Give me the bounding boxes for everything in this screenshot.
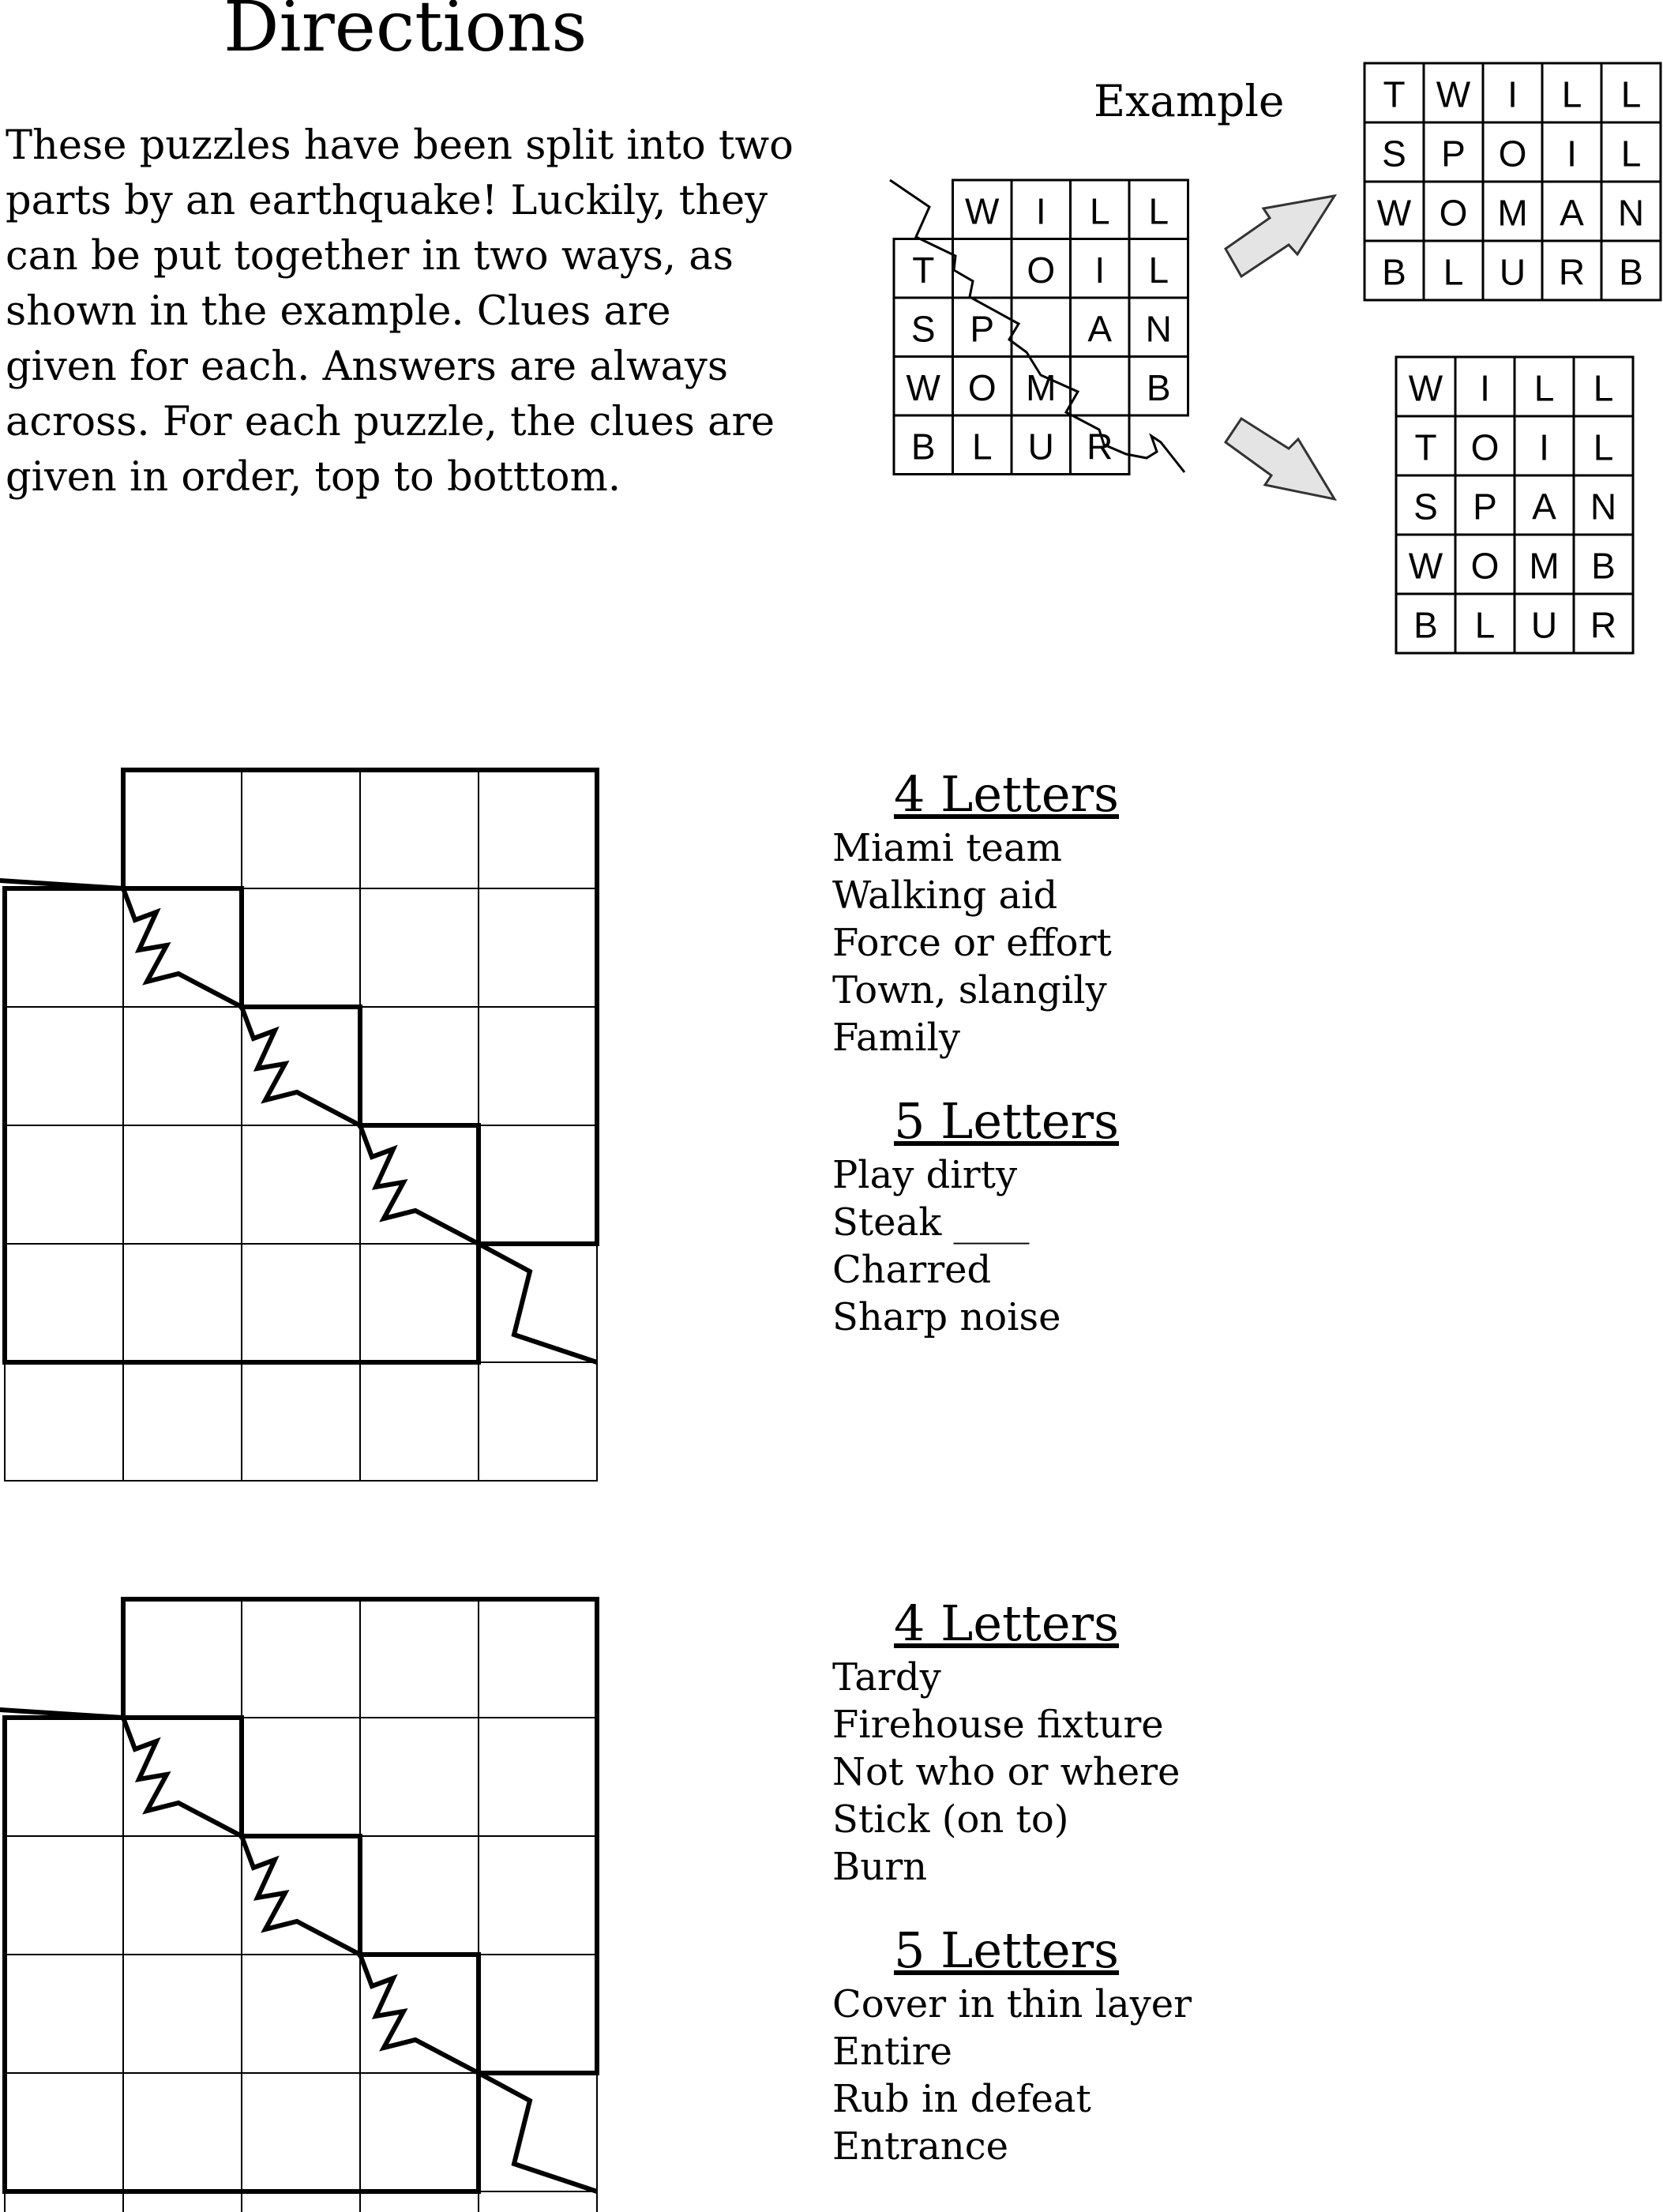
- grid-cell: [123, 1836, 242, 1955]
- cell-letter: L: [1443, 251, 1464, 293]
- grid-cell: [5, 1955, 123, 2073]
- four-letter-heading: 4 Letters: [894, 1594, 1119, 1652]
- cell-letter: S: [1413, 486, 1438, 528]
- cell-letter: L: [971, 426, 993, 468]
- cell-letter: B: [1146, 366, 1171, 408]
- clue-item: Tardy: [832, 1655, 941, 1699]
- cell-letter: O: [1027, 249, 1056, 291]
- cell-letter: L: [1593, 426, 1614, 468]
- page-title: Directions: [223, 0, 587, 67]
- cell-letter: W: [906, 366, 940, 408]
- grid-cell: [479, 770, 597, 888]
- grid-cell: [360, 1836, 479, 1955]
- example-result-five-grid: [1365, 63, 1661, 300]
- grid-cell: [360, 2073, 479, 2191]
- earthquake-crack-line: [0, 1599, 597, 2191]
- cell-letter: L: [1089, 190, 1110, 232]
- cell-letter: N: [1617, 192, 1645, 234]
- cell-letter: L: [1533, 367, 1555, 409]
- grid-cell: [479, 1007, 597, 1125]
- clue-item: Walking aid: [832, 873, 1058, 918]
- grid-cell: [5, 1125, 123, 1244]
- cell-letter: O: [1470, 426, 1500, 468]
- directions-line: given for each. Answers are always: [6, 344, 728, 390]
- directions-line: across. For each puzzle, the clues are: [6, 399, 775, 445]
- cell-letter: P: [1473, 486, 1497, 528]
- grid-cell: [5, 1244, 123, 1362]
- grid-cell: [123, 1362, 242, 1481]
- cell-letter: A: [1087, 308, 1113, 350]
- grid-cell: [360, 1718, 479, 1836]
- cell-letter: L: [1148, 249, 1169, 291]
- cell-letter: O: [1470, 545, 1500, 587]
- grid-cell: [479, 1125, 597, 1244]
- grid-cell: [5, 1007, 123, 1125]
- cell-letter: U: [1499, 251, 1526, 293]
- grid-cell: [360, 888, 479, 1007]
- grid-cell: [5, 2191, 123, 2212]
- cell-letter: I: [1507, 73, 1518, 115]
- clue-item: Miami team: [832, 826, 1063, 870]
- cell-letter: L: [1474, 604, 1496, 646]
- grid-cell: [242, 888, 360, 1007]
- puzzle-2-grid: [0, 1599, 597, 2212]
- clue-item: Entrance: [832, 2124, 1009, 2169]
- grid-cell: [242, 1244, 360, 1362]
- grid-cell: [242, 1955, 360, 2073]
- cell-letter: U: [1027, 426, 1054, 468]
- directions-line: can be put together in two ways, as: [6, 233, 734, 280]
- grid-cell: [123, 1125, 242, 1244]
- cell-letter: I: [1539, 426, 1549, 468]
- cell-letter: P: [1441, 133, 1466, 175]
- grid-cell: [479, 1718, 597, 1836]
- cell-letter: W: [1408, 367, 1443, 409]
- cell-letter: P: [970, 308, 995, 350]
- grid-cell: [123, 1007, 242, 1125]
- grid-cell: [5, 888, 123, 1007]
- cell-letter: T: [912, 249, 935, 291]
- cell-letter: B: [910, 426, 936, 468]
- cell-letter: N: [1145, 308, 1172, 350]
- cell-letter: L: [1561, 73, 1582, 115]
- grid-cell: [123, 1955, 242, 2073]
- clue-item: Entire: [832, 2030, 952, 2074]
- cell-letter: R: [1558, 251, 1586, 293]
- cell-letter: L: [1620, 133, 1642, 175]
- clue-item: Play dirty: [832, 1153, 1018, 1197]
- cell-letter: R: [1087, 426, 1113, 468]
- arrow-up-right-icon: [1226, 196, 1335, 276]
- cell-letter: A: [1532, 486, 1556, 528]
- cell-letter: S: [910, 308, 936, 350]
- example-result-four-grid: [1396, 357, 1633, 653]
- clue-item: Charred: [832, 1248, 992, 1292]
- puzzle-2-clues: [832, 1594, 1192, 2170]
- grid-cell: [242, 1718, 360, 1836]
- directions-line: parts by an earthquake! Luckily, they: [6, 178, 768, 224]
- grid-cell: [123, 2073, 242, 2191]
- cell-letter: N: [1590, 486, 1617, 528]
- five-letter-heading: 5 Letters: [894, 1921, 1119, 1979]
- cell-letter: I: [1094, 249, 1106, 291]
- clue-item: Stick (on to): [832, 1797, 1069, 1842]
- grid-cell: [360, 1599, 479, 1718]
- grid-cell: [5, 2073, 123, 2191]
- cell-letter: W: [965, 190, 1000, 232]
- cell-letter: I: [1480, 367, 1490, 409]
- cell-letter: B: [1413, 604, 1438, 646]
- clue-item: Family: [832, 1016, 960, 1060]
- example-label: Example: [1094, 76, 1285, 126]
- clue-item: Force or effort: [832, 921, 1112, 965]
- grid-cell: [360, 1244, 479, 1362]
- grid-cell: [242, 1599, 360, 1718]
- grid-cell: [479, 1955, 597, 2073]
- grid-cell: [242, 1125, 360, 1244]
- cell-letter: M: [1026, 366, 1057, 408]
- grid-cell: [123, 2191, 242, 2212]
- cell-letter: B: [1382, 251, 1406, 293]
- grid-cell: [123, 1599, 242, 1718]
- clue-item: Burn: [832, 1845, 928, 1889]
- puzzle-1-grid: [0, 770, 597, 1481]
- cell-letter: B: [1591, 545, 1616, 587]
- grid-cell: [5, 1362, 123, 1481]
- cell-letter: O: [1498, 133, 1527, 175]
- earthquake-crack-line: [0, 770, 597, 1362]
- directions-line: given in order, top to botttom.: [6, 454, 621, 501]
- grid-cell: [360, 770, 479, 888]
- clue-item: Rub in defeat: [832, 2077, 1091, 2121]
- cell-letter: O: [1439, 192, 1468, 234]
- grid-cell: [360, 2191, 479, 2212]
- cell-letter: I: [1035, 190, 1046, 232]
- grid-cell: [242, 2073, 360, 2191]
- puzzle-1-clues: [832, 764, 1119, 1341]
- cell-letter: S: [1382, 133, 1406, 175]
- grid-cell: [360, 1007, 479, 1125]
- cell-letter: M: [1497, 192, 1528, 234]
- grid-cell: [479, 1836, 597, 1955]
- grid-cell: [360, 1362, 479, 1481]
- clue-item: Firehouse fixture: [832, 1703, 1164, 1747]
- cell-letter: W: [1436, 73, 1471, 115]
- clue-item: Town, slangily: [832, 968, 1107, 1012]
- grid-cell: [242, 1362, 360, 1481]
- grid-cell: [242, 770, 360, 888]
- cell-letter: I: [1567, 133, 1577, 175]
- cell-letter: O: [967, 366, 997, 408]
- example-split-grid: [890, 180, 1188, 475]
- grid-cell: [5, 1718, 123, 1836]
- cell-letter: T: [1414, 426, 1437, 468]
- cell-letter: U: [1530, 604, 1558, 646]
- four-letter-heading: 4 Letters: [894, 765, 1119, 823]
- grid-cell: [479, 888, 597, 1007]
- directions-line: shown in the example. Clues are: [6, 288, 671, 335]
- cell-letter: W: [1376, 192, 1412, 234]
- directions-line: These puzzles have been split into two: [6, 122, 794, 169]
- cell-letter: A: [1560, 192, 1584, 234]
- clue-item: Not who or where: [832, 1750, 1181, 1794]
- cell-letter: B: [1619, 251, 1643, 293]
- five-letter-heading: 5 Letters: [894, 1092, 1119, 1150]
- grid-cell: [479, 1599, 597, 1718]
- grid-cell: [123, 770, 242, 888]
- grid-cell: [242, 2191, 360, 2212]
- grid-cell: [479, 2191, 597, 2212]
- cell-letter: R: [1590, 604, 1617, 646]
- arrow-down-right-icon: [1226, 419, 1335, 499]
- grid-cell: [5, 1836, 123, 1955]
- clue-item: Steak ____: [832, 1200, 1030, 1245]
- cell-letter: M: [1529, 545, 1560, 587]
- cell-letter: T: [1383, 73, 1406, 115]
- cell-letter: L: [1593, 367, 1614, 409]
- cell-letter: L: [1148, 190, 1169, 232]
- cell-letter: W: [1408, 545, 1443, 587]
- clue-item: Cover in thin layer: [832, 1982, 1192, 2026]
- grid-cell: [479, 1362, 597, 1481]
- grid-cell: [123, 1244, 242, 1362]
- clue-item: Sharp noise: [832, 1295, 1061, 1339]
- cell-letter: L: [1620, 73, 1642, 115]
